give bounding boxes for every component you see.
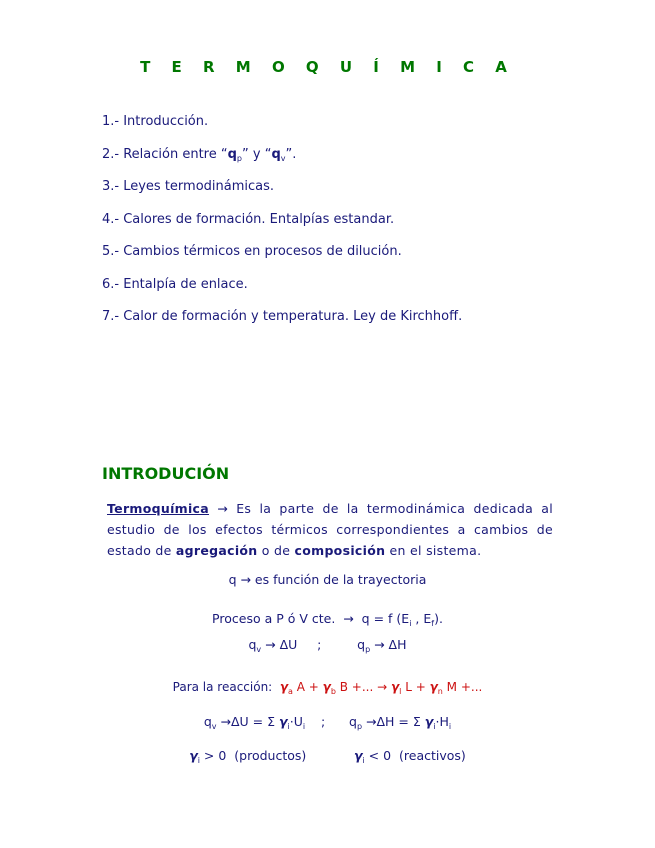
qv-relation: → ΔU ; <box>261 637 358 652</box>
dot-h: ·H <box>435 714 449 729</box>
subscript-l: l <box>399 687 402 696</box>
formula-process <box>0 611 655 626</box>
subscript-v: v <box>280 153 286 163</box>
sum-h: →ΔH = Σ <box>362 714 425 729</box>
toc-item-7: 7.- Calor de formación y temperatura. Ley de Kirchhoff. <box>102 309 463 324</box>
toc-item-2 <box>102 147 462 180</box>
subscript-v: v <box>256 645 262 654</box>
sum-u: →ΔU = Σ <box>216 714 279 729</box>
products-sign: > 0 (productos) <box>199 748 354 763</box>
toc-item-6: 6.- Entalpía de enlace. <box>102 276 248 292</box>
reaction-equation <box>280 680 482 694</box>
subscript-i: i <box>287 722 290 731</box>
subscript-f: f <box>431 619 435 628</box>
para-text-1: → Es la parte de la termodinámica dedicada al estudio de los efectos térmicos correspondientes a cambios de estado de <box>107 501 553 558</box>
gamma-symbol: γ <box>353 748 363 763</box>
separator: ; <box>305 714 350 729</box>
q-symbol: q <box>271 146 281 162</box>
bold-agregacion: agregación <box>175 543 258 558</box>
subscript-a: a <box>288 687 293 696</box>
formula-qv-qp <box>0 637 655 652</box>
reaction-part: A + <box>292 680 323 694</box>
gamma-symbol: γ <box>322 680 331 694</box>
toc-item-5: 5.- Cambios térmicos en procesos de dilución. <box>102 244 402 259</box>
reaction-part: M +... <box>442 680 483 694</box>
toc-item-1: 1.- Introducción. <box>102 114 209 129</box>
process-text: Proceso a P ó V cte. → q = f (E <box>212 611 410 626</box>
formula-sums <box>0 714 655 729</box>
y-connector: y “ <box>248 146 272 162</box>
formula-signs <box>0 748 655 763</box>
q-symbol: q <box>357 637 366 652</box>
formula-trajectory: q → es función de la trayectoria <box>228 572 427 587</box>
subscript-n: n <box>437 687 443 696</box>
subscript-i: i <box>433 722 436 731</box>
period: . <box>292 146 297 162</box>
bold-composicion: composición <box>294 543 386 558</box>
subscript-p: p <box>365 645 371 654</box>
definition-paragraph <box>107 498 553 561</box>
gamma-symbol: γ <box>189 748 198 763</box>
gamma-symbol: γ <box>429 680 438 694</box>
reaction-label: Para la reacción: <box>172 680 280 694</box>
reaction-part: B +... → <box>335 680 391 694</box>
subscript-b: b <box>330 687 336 696</box>
reactants-sign: < 0 (reactivos) <box>364 748 466 763</box>
subscript-i: i <box>197 756 200 765</box>
toc-item-3: 3.- Leyes termodinámicas. <box>102 179 275 194</box>
q-symbol: q <box>203 714 212 729</box>
quote-close: ” <box>285 146 293 162</box>
para-text-3: en el sistema. <box>385 543 482 558</box>
gamma-symbol: γ <box>390 680 400 694</box>
gamma-symbol: γ <box>278 714 288 729</box>
section-heading: INTRODUCIÓN <box>102 464 230 483</box>
para-text-2: o de <box>257 543 295 558</box>
subscript-v: v <box>211 722 217 731</box>
subscript-p: p <box>236 153 242 163</box>
dot-u: ·U <box>289 714 303 729</box>
document-title: T E R M O Q U Í M I C A <box>140 58 515 76</box>
q-symbol: q <box>248 637 257 652</box>
formula-reaction <box>0 680 655 694</box>
subscript-i: i <box>448 722 452 731</box>
table-of-contents <box>102 114 462 342</box>
gamma-symbol: γ <box>279 680 289 694</box>
subscript-p: p <box>356 722 363 731</box>
subscript-i: i <box>302 722 306 731</box>
subscript-i: i <box>409 619 412 628</box>
reaction-part: L + <box>401 680 430 694</box>
q-symbol: q <box>227 146 237 162</box>
qp-relation: → ΔH <box>370 637 407 652</box>
quote-close: ” <box>242 146 249 162</box>
term-termoquimica: Termoquímica <box>107 501 210 516</box>
gamma-symbol: γ <box>424 714 434 729</box>
toc-item-2-prefix: 2.- Relación entre “ <box>102 146 228 162</box>
subscript-i: i <box>362 756 365 765</box>
process-text: , E <box>411 611 432 626</box>
toc-item-4: 4.- Calores de formación. Entalpías estandar. <box>102 211 395 227</box>
process-text: ). <box>434 611 443 626</box>
q-symbol: q <box>349 714 357 729</box>
